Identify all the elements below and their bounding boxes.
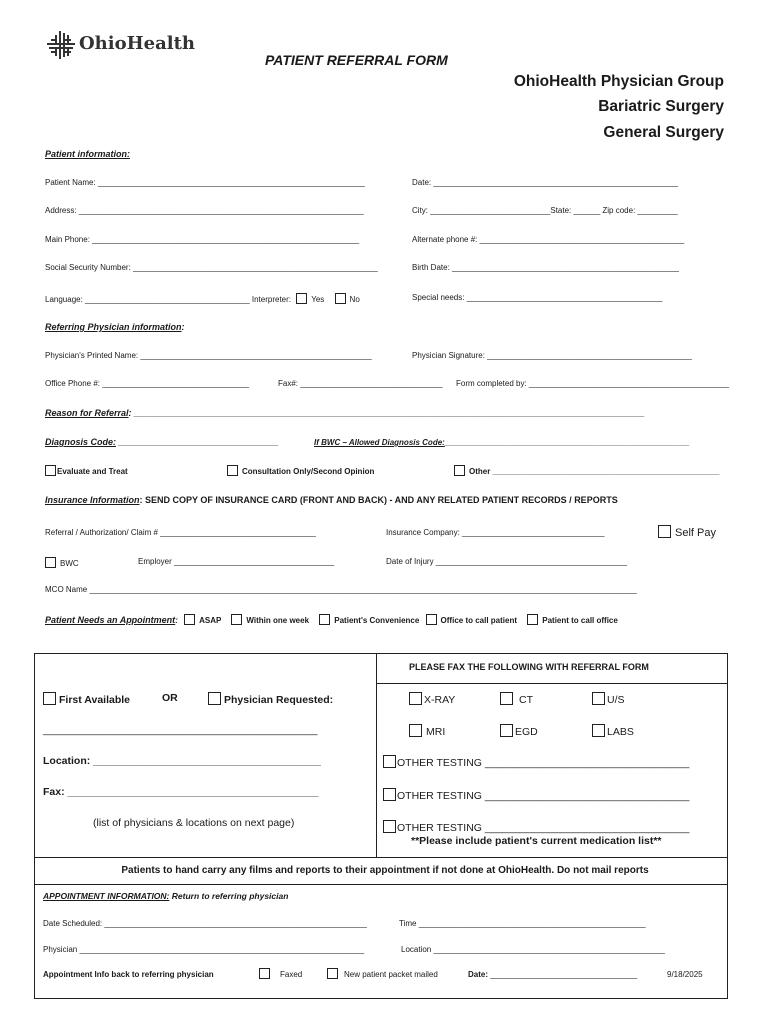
form-title: PATIENT REFERRAL FORM	[265, 52, 448, 68]
mco-name-field[interactable]: MCO Name ___________________________________________________________________________________________________________________________	[45, 585, 637, 594]
us-checkbox[interactable]	[592, 692, 605, 705]
patient-convenience-label: Patient's Convenience	[334, 616, 420, 625]
appointment-info-header: APPOINTMENT INFORMATION: Return to referring physician	[43, 891, 289, 901]
bwc-diagnosis-label: If BWC – Allowed Diagnosis Code:	[314, 438, 445, 447]
bwc-checkbox[interactable]	[45, 557, 56, 568]
employer-field[interactable]: Employer ____________________________________	[138, 557, 335, 566]
appointment-date-field[interactable]: Date: _________________________________	[468, 970, 638, 979]
address-field[interactable]: Address: ________________________________________________________________	[45, 206, 364, 215]
birth-date-field[interactable]: Birth Date: ___________________________________________________	[412, 263, 679, 272]
fax-field[interactable]: Fax: ___________________________________________	[43, 786, 319, 798]
footer-date: 9/18/2025	[667, 970, 703, 979]
mri-checkbox[interactable]	[409, 724, 422, 737]
consultation-option[interactable]: Consultation Only/Second Opinion	[227, 465, 374, 476]
faxed-option[interactable]: Faxed	[259, 968, 302, 979]
other-testing-2[interactable]: OTHER TESTING ___________________________________	[383, 788, 689, 802]
bwc-option[interactable]: BWC	[45, 557, 79, 568]
interpreter-yes-checkbox[interactable]	[296, 293, 307, 304]
evaluate-option[interactable]: Evaluate and Treat	[45, 465, 128, 476]
asap-label: ASAP	[199, 616, 222, 625]
self-pay-checkbox[interactable]	[658, 525, 671, 538]
physician-printed-name-field[interactable]: Physician's Printed Name: ____________________________________________________	[45, 351, 372, 360]
language-row	[45, 293, 360, 304]
other-testing-2-checkbox[interactable]	[383, 788, 396, 801]
egd-option[interactable]: EGD	[500, 724, 538, 738]
other-option[interactable]: Other ___________________________________________________	[454, 465, 719, 476]
faxed-checkbox[interactable]	[259, 968, 270, 979]
diagnosis-code-field[interactable]: ________________________________	[116, 437, 279, 447]
bwc-diagnosis-field[interactable]: _______________________________________________________	[444, 438, 690, 447]
carry-note-divider	[34, 884, 728, 885]
right-header-divider	[376, 683, 728, 684]
within-week-checkbox[interactable]	[231, 614, 242, 625]
first-available-option[interactable]: First Available	[43, 692, 130, 706]
office-call-patient-checkbox[interactable]	[426, 614, 437, 625]
main-phone-field[interactable]: Main Phone: ____________________________________________________________	[45, 235, 360, 244]
ssn-field[interactable]: Social Security Number: _______________________________________________________	[45, 263, 378, 272]
patient-name-field[interactable]: Patient Name: ____________________________________________________________	[45, 178, 365, 187]
packet-mailed-checkbox[interactable]	[327, 968, 338, 979]
physician-list-note: (list of physicians & locations on next page)	[93, 817, 295, 829]
ct-checkbox[interactable]	[500, 692, 513, 705]
fax-following-heading: PLEASE FAX THE FOLLOWING WITH REFERRAL FORM	[409, 662, 649, 672]
interpreter-yes-label: Yes	[311, 295, 325, 304]
first-available-checkbox[interactable]	[43, 692, 56, 705]
other-testing-3[interactable]: OTHER TESTING ___________________________________	[383, 820, 689, 834]
office-phone-field[interactable]: Office Phone #: _________________________________	[45, 379, 250, 388]
labs-checkbox[interactable]	[592, 724, 605, 737]
interpreter-no-label: No	[349, 295, 360, 304]
interpreter-no-checkbox[interactable]	[335, 293, 346, 304]
city-state-zip-field[interactable]: City: ___________________________State: ______ Zip code: _________	[412, 206, 678, 215]
physician-requested-option[interactable]: Physician Requested:	[208, 692, 333, 706]
back-to-physician-label: Appointment Info back to referring physician	[43, 970, 214, 979]
patient-convenience-checkbox[interactable]	[319, 614, 330, 625]
diagnosis-code-label: Diagnosis Code:	[45, 437, 117, 447]
consultation-checkbox[interactable]	[227, 465, 238, 476]
physician-requested-field[interactable]: _______________________________________________	[43, 724, 318, 736]
time-field[interactable]: Time ___________________________________________________	[399, 919, 646, 928]
patient-call-office-label: Patient to call office	[542, 616, 618, 625]
mri-option[interactable]: MRI	[409, 724, 445, 738]
physician-signature-field[interactable]: Physician Signature: ______________________________________________	[412, 351, 692, 360]
location-field[interactable]: Location: _______________________________________	[43, 755, 321, 767]
language-field[interactable]: Language: _____________________________________ Interpreter:	[45, 295, 292, 304]
other-testing-1-checkbox[interactable]	[383, 755, 396, 768]
xray-checkbox[interactable]	[409, 692, 422, 705]
appointment-location-field[interactable]: Location ____________________________________________________	[401, 945, 665, 954]
insurance-company-field[interactable]: Insurance Company: ________________________________	[386, 528, 605, 537]
org-line-3: General Surgery	[603, 124, 724, 141]
egd-checkbox[interactable]	[500, 724, 513, 737]
carry-note: Patients to hand carry any films and reports to their appointment if not done at OhioHealth. Do not mail reports	[121, 865, 649, 876]
other-testing-1[interactable]: OTHER TESTING ___________________________________	[383, 755, 689, 769]
other-checkbox[interactable]	[454, 465, 465, 476]
logo-text: OhioHealth	[79, 33, 195, 54]
xray-option[interactable]: X-RAY	[409, 692, 455, 706]
box-divider-horizontal	[34, 857, 728, 858]
other-testing-3-checkbox[interactable]	[383, 820, 396, 833]
ohiohealth-logo-icon	[46, 30, 76, 60]
org-line-1: OhioHealth Physician Group	[513, 73, 724, 90]
date-of-injury-field[interactable]: Date of Injury ___________________________________________	[386, 557, 628, 566]
self-pay-option[interactable]: Self Pay	[658, 525, 716, 539]
reason-for-referral-field[interactable]: Reason for Referral: ______________________________________________________________________________________________________	[45, 408, 645, 418]
appointment-need-label: Patient Needs an Appointment	[45, 615, 176, 625]
org-line-2: Bariatric Surgery	[598, 98, 724, 115]
labs-option[interactable]: LABS	[592, 724, 634, 738]
referral-claim-field[interactable]: Referral / Authorization/ Claim # ___________________________________	[45, 528, 316, 537]
physician-requested-checkbox[interactable]	[208, 692, 221, 705]
evaluate-checkbox[interactable]	[45, 465, 56, 476]
medication-note: **Please include patient's current medication list**	[411, 835, 662, 847]
or-label: OR	[162, 692, 178, 704]
office-fax-field[interactable]: Fax#: ________________________________	[278, 379, 443, 388]
form-completed-by-field[interactable]: Form completed by: _____________________________________________	[456, 379, 730, 388]
appointment-physician-field[interactable]: Physician ________________________________________________________________	[43, 945, 365, 954]
date-scheduled-field[interactable]: Date Scheduled: ___________________________________________________________	[43, 919, 367, 928]
office-call-patient-label: Office to call patient	[440, 616, 518, 625]
packet-mailed-option[interactable]: New patient packet mailed	[327, 968, 438, 979]
insurance-header: Insurance Information: SEND COPY OF INSURANCE CARD (FRONT AND BACK) - AND ANY RELATED PATIENT RECORDS / REPORTS	[45, 495, 618, 505]
date-field[interactable]: Date: _______________________________________________________	[412, 178, 679, 187]
diagnosis-row	[45, 437, 279, 447]
patient-section-title: Patient information:	[45, 149, 130, 159]
bwc-diagnosis-row	[314, 438, 690, 447]
asap-checkbox[interactable]	[184, 614, 195, 625]
referring-section-title: Referring Physician information:	[45, 322, 185, 332]
us-option[interactable]: U/S	[592, 692, 625, 706]
within-week-label: Within one week	[246, 616, 310, 625]
alt-phone-field[interactable]: Alternate phone #: ______________________________________________	[412, 235, 685, 244]
ct-option[interactable]: CT	[500, 692, 533, 706]
patient-call-office-checkbox[interactable]	[527, 614, 538, 625]
special-needs-field[interactable]: Special needs: ____________________________________________	[412, 293, 663, 302]
appointment-need-row: Patient Needs an Appointment: ASAP Within one week Patient's Convenience Office to call patient Patient to call office	[45, 615, 618, 625]
